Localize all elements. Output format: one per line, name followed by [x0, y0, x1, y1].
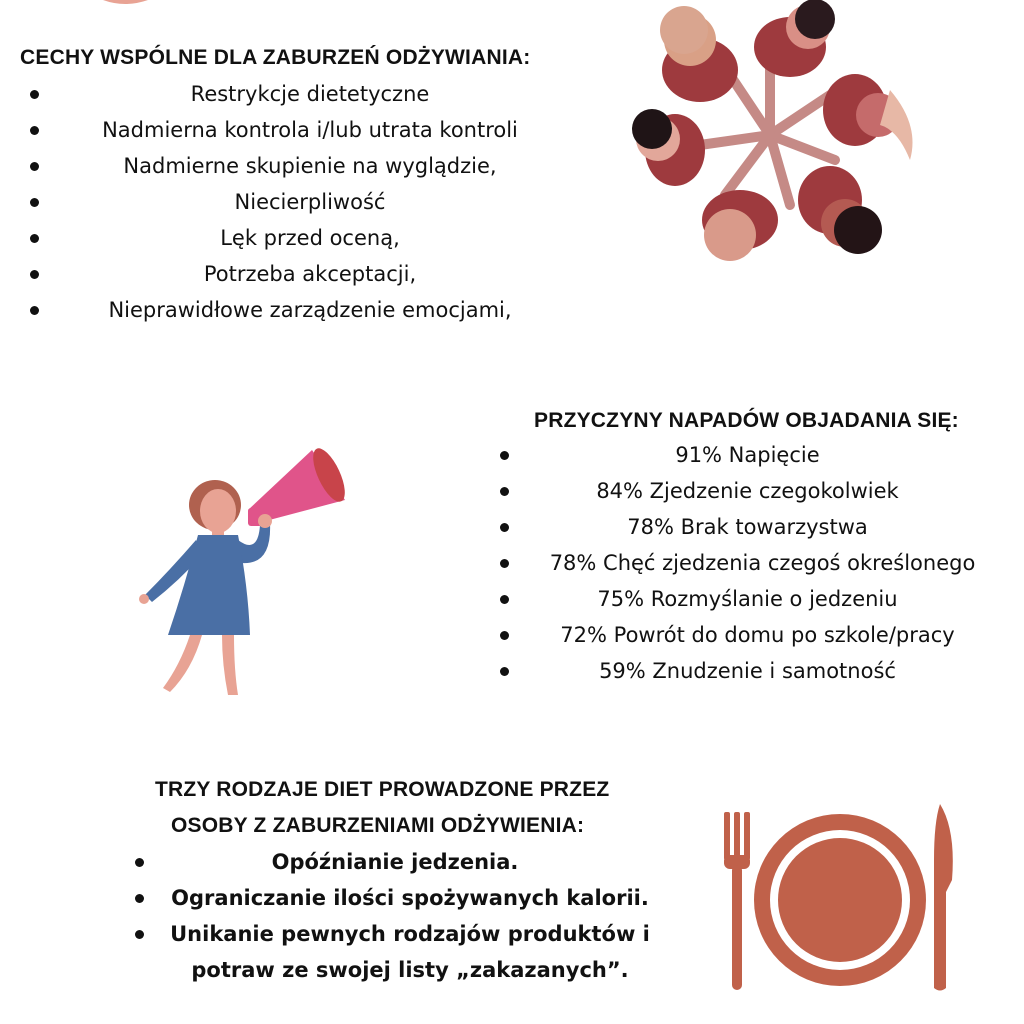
list-item-text: 78% Chęć zjedzenia czegoś określonego: [549, 551, 976, 575]
bullet-icon: [30, 270, 39, 279]
bullet-icon: [500, 559, 509, 568]
list-item-text: Nadmierne skupienie na wyglądzie,: [123, 154, 497, 178]
woman-megaphone-icon: [130, 445, 360, 705]
bullet-icon: [500, 451, 509, 460]
list-item-text: Ograniczanie ilości spożywanych kalorii.: [171, 886, 649, 910]
list-item-continuation: [125, 952, 665, 988]
bullet-icon: [30, 234, 39, 243]
list-item-text: potraw ze swojej listy „zakazanych”.: [191, 958, 629, 982]
list-item: [490, 617, 1005, 653]
bullet-icon: [500, 595, 509, 604]
section2-heading: PRZYCZYNY NAPADÓW OBJADANIA SIĘ:: [534, 409, 959, 432]
list-item-text: Potrzeba akceptacji,: [203, 262, 417, 286]
list-item-text: Niecierpliwość: [234, 190, 386, 214]
list-item: [20, 292, 600, 328]
plate-cutlery-icon: [720, 800, 960, 995]
bullet-icon: [135, 858, 144, 867]
list-item: [20, 112, 600, 148]
bullet-icon: [500, 667, 509, 676]
bullet-icon: [30, 306, 39, 315]
section1-heading: CECHY WSPÓLNE DLA ZABURZEŃ ODŻYWIANIA:: [20, 46, 531, 69]
list-item: [490, 509, 1005, 545]
list-item-text: Opóźnianie jedzenia.: [271, 850, 519, 874]
bullet-icon: [30, 126, 39, 135]
bullet-icon: [30, 198, 39, 207]
list-item: [125, 844, 665, 880]
list-item: [125, 916, 665, 952]
list-item-text: Lęk przed oceną,: [220, 226, 400, 250]
list-item: [125, 880, 665, 916]
list-item-text: Nieprawidłowe zarządzenie emocjami,: [108, 298, 512, 322]
list-item: [490, 545, 1005, 581]
section3-list: [125, 844, 665, 988]
bullet-icon: [135, 930, 144, 939]
section3-heading-line1: TRZY RODZAJE DIET PROWADZONE PRZEZ: [155, 778, 610, 801]
section-common-features: [20, 46, 600, 328]
list-item: [490, 581, 1005, 617]
list-item-text: 75% Rozmyślanie o jedzeniu: [597, 587, 898, 611]
people-circle-icon: [640, 0, 920, 270]
list-item-text: Unikanie pewnych rodzajów produktów i: [170, 922, 650, 946]
section2-list: [490, 437, 1005, 689]
bullet-icon: [500, 631, 509, 640]
list-item: [490, 437, 1005, 473]
list-item-text: 91% Napięcie: [675, 443, 820, 467]
bullet-icon: [135, 894, 144, 903]
bullet-icon: [30, 162, 39, 171]
list-item: [20, 76, 600, 112]
list-item-text: 72% Powrót do domu po szkole/pracy: [560, 623, 955, 647]
list-item: [490, 653, 1005, 689]
list-item-text: 84% Zjedzenie czegokolwiek: [596, 479, 899, 503]
section3-heading-line2: OSOBY Z ZABURZENIAMI ODŻYWIENIA:: [171, 814, 585, 837]
list-item-text: Restrykcje dietetyczne: [190, 82, 430, 106]
list-item-text: 59% Znudzenie i samotność: [599, 659, 896, 683]
list-item-text: Nadmierna kontrola i/lub utrata kontroli: [102, 118, 518, 142]
list-item: [490, 473, 1005, 509]
bullet-icon: [500, 487, 509, 496]
list-item: [20, 256, 600, 292]
list-item-text: 78% Brak towarzystwa: [627, 515, 868, 539]
section1-list: [20, 76, 600, 328]
bullet-icon: [30, 90, 39, 99]
section-diet-types: [125, 772, 665, 988]
list-item: [20, 184, 600, 220]
section-binge-causes: [490, 409, 1005, 689]
list-item: [20, 220, 600, 256]
bullet-icon: [500, 523, 509, 532]
list-item: [20, 148, 600, 184]
